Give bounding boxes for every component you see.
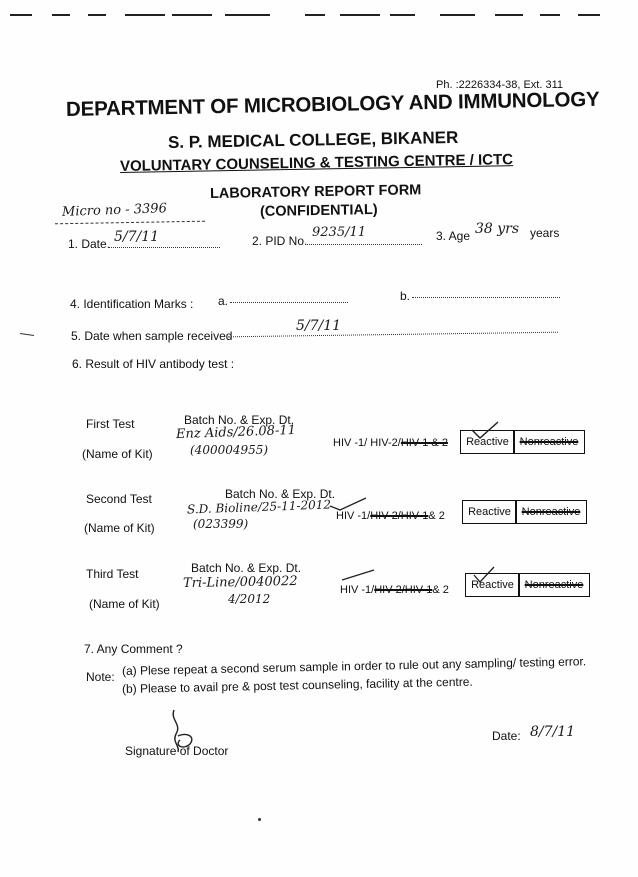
hiv-type-suffix: & 2 [428,510,445,522]
department-heading: DEPARTMENT OF MICROBIOLOGY AND IMMUNOLOGY [65,87,600,121]
tick-mark [470,420,500,442]
college-name: S. P. MEDICAL COLLEGE, BIKANER [167,127,459,152]
batch-label: Batch No. & Exp. Dt. [225,487,336,501]
note-b: (b) Please to avail pre & post test counseling, facility at the centre. [121,674,473,696]
hiv-type-prefix: HIV -1/ [336,510,371,522]
batch-label: Batch No. & Exp. Dt. [184,413,295,427]
identification-a-dots [230,302,348,303]
nonreactive-box [515,500,587,524]
kit-name-label: (Name of Kit) [84,521,155,535]
nonreactive-box [513,430,585,454]
test-name: Second Test [86,492,152,506]
age-value: 38 yrs [475,221,520,237]
tick-mark [472,565,496,585]
tick-mark [340,568,376,584]
nonreactive-label: Nonreactive [519,436,579,448]
age-unit: years [530,226,560,240]
identification-b: b. [400,289,411,303]
batch-label: Batch No. & Exp. Dt. [191,561,302,575]
nonreactive-label: Nonreactive [521,506,581,518]
reactive-label: Reactive [466,436,509,448]
note-a: (a) Plese repeat a second serum sample in order to rule out any sampling/ testing error. [121,654,587,678]
date-dots [108,247,220,248]
reactive-label: Reactive [468,506,511,518]
nonreactive-box [518,573,590,597]
speck [258,818,261,821]
reactive-box [462,500,517,524]
form-subtitle: (CONFIDENTIAL) [259,201,378,220]
signature-label: Signature of Doctor [125,744,229,758]
kit-value: Enz Aids/26.08-11 [175,422,297,443]
identification-label: 4. Identification Marks : [70,297,194,311]
pid-dots [305,244,422,245]
test-name: First Test [86,417,135,431]
date-label: 1. Date. [68,237,111,251]
kit-value: Tri-Line/0040022 [182,574,298,591]
kit-name-label: (Name of Kit) [82,447,153,461]
kit-value: S.D. Bioline/25-11-2012 [186,497,332,517]
nonreactive-label: Nonreactive [524,579,584,591]
reactive-label: Reactive [471,579,514,591]
batch-value: (023399) [193,517,249,531]
hiv-type-struck: HIV 1 & 2 [400,437,448,449]
tick-mark [328,496,368,512]
sample-date-value: 5/7/11 [296,318,342,334]
hiv-type [340,584,449,596]
margin-mark [20,333,34,336]
hiv-type-prefix: HIV -1/ [340,584,375,596]
hiv-type-struck: HIV 2/HIV 1 [374,584,433,596]
identification-a: a. [218,294,229,308]
pid-value: 9235/11 [312,225,367,240]
footer-date-value: 8/7/11 [530,724,576,740]
hiv-type-suffix: & 2 [432,584,449,596]
micro-number: Micro no - 3396 [61,201,168,220]
kit-name-label: (Name of Kit) [89,597,160,611]
batch-value: (400004955) [190,443,269,457]
date-value: 5/7/11 [114,229,160,245]
age-label: 3. Age [436,229,471,243]
batch-value: 4/2012 [228,592,271,606]
sample-date-label: 5. Date when sample received [71,329,233,343]
footer-date-label: Date: [492,729,521,743]
result-label: 6. Result of HIV antibody test : [72,357,235,371]
comment-label: 7. Any Comment ? [84,642,183,656]
test-name: Third Test [86,567,139,581]
form-title: LABORATORY REPORT FORM [209,182,422,202]
hiv-type-struck: HIV 2/HIV 1 [370,510,429,522]
phone-number: Ph. :2226334-38, Ext. 311 [436,79,563,91]
note-label: Note: [86,670,115,684]
hiv-type-prefix: HIV -1/ HIV-2/ [333,437,401,449]
micro-number-underline [55,221,205,225]
sample-date-dots [228,332,558,338]
centre-name: VOLUNTARY COUNSELING & TESTING CENTRE / ICTC [119,151,514,175]
hiv-type [333,437,448,449]
pid-label: 2. PID No. [252,234,308,248]
identification-b-dots [412,297,560,298]
